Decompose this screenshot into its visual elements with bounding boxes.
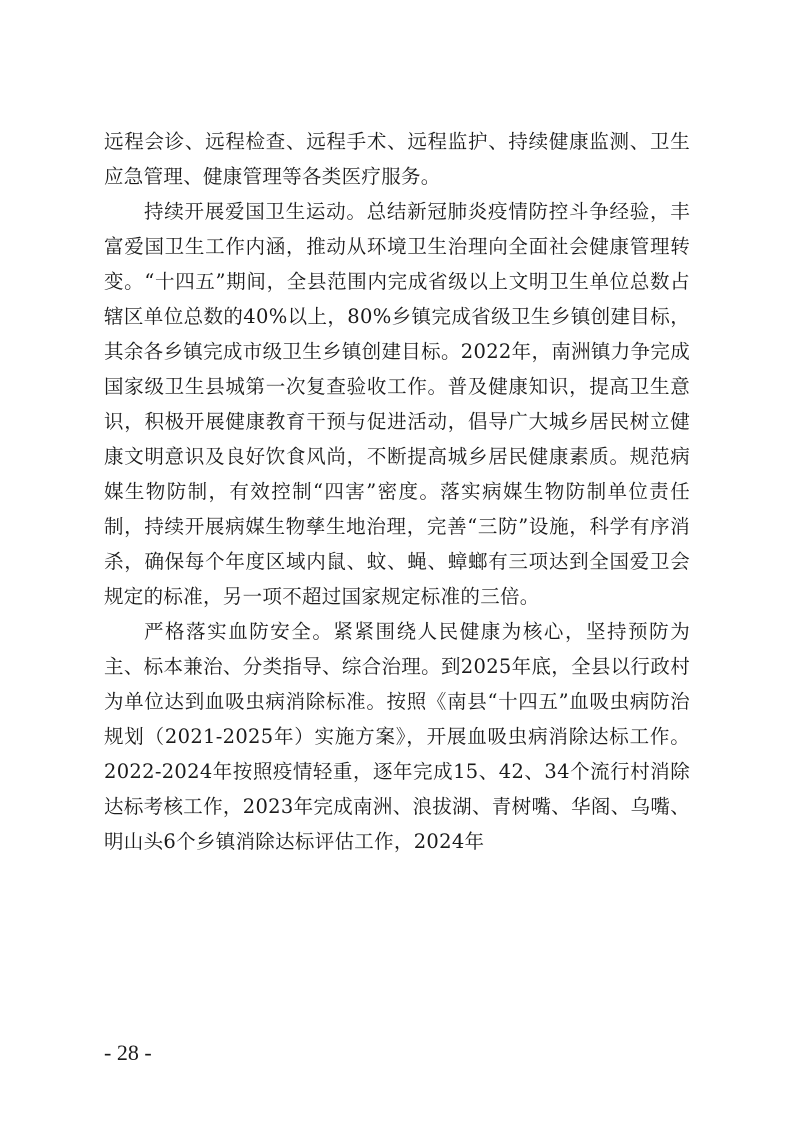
paragraph-patriotic-health: 持续开展爱国卫生运动。总结新冠肺炎疫情防控斗争经验，丰富爱国卫生工作内涵，推动从环境卫生治理向全面社会健康管理转变。“十四五”期间，全县范围内完成省级以上文明卫生单位总数占辖区单位总数的40%以上，80%乡镇完成省级卫生乡镇创建目标，其余各乡镇完成市级卫生乡镇创建目标。2022年，南洲镇力争完成国家级卫生县城第一次复查验收工作。普及健康知识，提高卫生意识，积极开展健康教育干预与促进活动，倡导广大城乡居民树立健康文明意识及良好饮食风尚，不断提高城乡居民健康素质。规范病媒生物防制，有效控制“四害”密度。落实病媒生物防制单位责任制，持续开展病媒生物孳生地治理，完善“三防”设施，科学有序消杀，确保每个年度区域内鼠、蚊、蝇、蟑螂有三项达到全国爱卫会规定的标准，另一项不超过国家规定标准的三倍。 (104, 200, 690, 608)
paragraph-continuation: 远程会诊、远程检查、远程手术、远程监护、持续健康监测、卫生应急管理、健康管理等各类医疗服务。 (104, 130, 690, 188)
document-body (104, 124, 690, 859)
paragraph-schistosomiasis: 严格落实血防安全。紧紧围绕人民健康为核心，坚持预防为主、标本兼治、分类指导、综合治理。到2025年底，全县以行政村为单位达到血吸虫病消除标准。按照《南县“十四五”血吸虫病防治规划（2021-2025年）实施方案》，开展血吸虫病消除达标工作。2022-2024年按照疫情轻重，逐年完成15、42、34个流行村消除达标考核工作，2023年完成南洲、浪拔湖、青树嘴、华阁、乌嘴、明山头6个乡镇消除达标评估工作，2024年 (104, 620, 690, 853)
page-number: - 28 - (104, 1040, 152, 1065)
